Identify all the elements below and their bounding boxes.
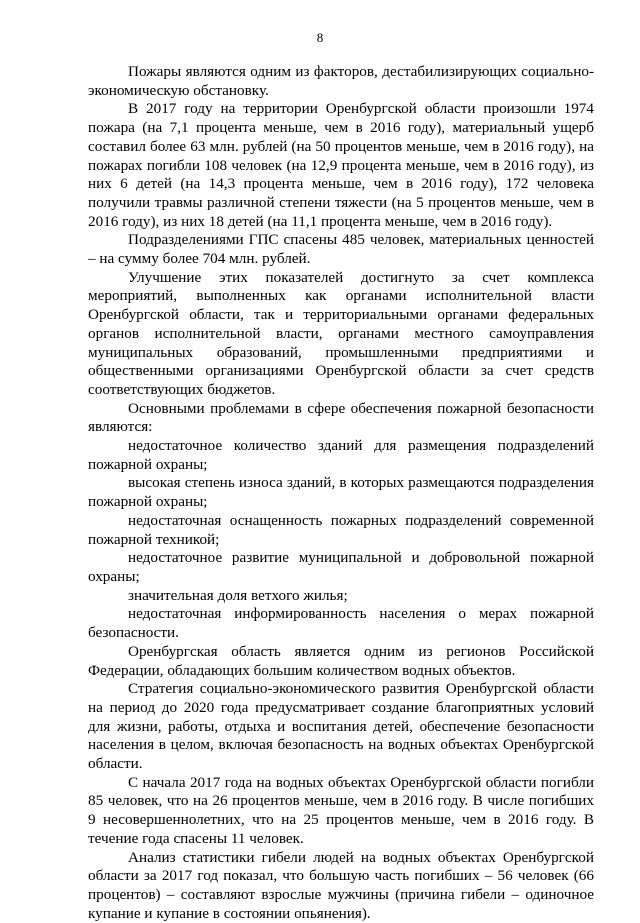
problem-item-dilapidated-housing: значительная доля ветхого жилья; (128, 586, 348, 604)
paragraph-main-problems: Основными проблемами в сфере обеспечения пожарной безопасности являются: (88, 399, 594, 436)
paragraph-improvement-measures: Улучшение этих показателей достигнуто за счет комплекса мероприятий, выполненных как органами исполнительной власти Оренбургской области, так и территориальными органами федеральных органов исполнительной власти, органами местного самоуправления муниципальных образований, промышленными предприятиями и общественными организациями Оренбургской области за счет средств соответствующих бюджетов. (88, 268, 594, 398)
paragraph-fire-statistics-2017: В 2017 году на территории Оренбургской области произошли 1974 пожара (на 7,1 процента меньше, чем в 2016 году), материальный ущерб составил более 63 млн. рублей (на 50 процентов меньше, чем в 2016 году), на пожарах погибли 108 человек (на 12,9 процента меньше, чем в 2016 году), из них 6 детей (на 14,3 процента меньше, чем в 2016 году), 172 человека получили травмы различной степени тяжести (на 5 процентов меньше, чем в 2016 году), из них 18 детей (на 11,1 процента меньше, чем в 2016 году). (88, 100, 594, 230)
problem-item-buildings-count: недостаточное количество зданий для размещения подразделений пожарной охраны; (88, 437, 594, 473)
problem-item-buildings-wear: высокая степень износа зданий, в которых размещаются подразделения пожарной охраны; (88, 474, 594, 511)
paragraph-strategy-2020: Стратегия социально-экономического развития Оренбургской области на период до 2020 года предусматривает создание благоприятных условий для жизни, работы, отдыха и воспитания детей, обеспечение безопасности населения в целом, включая безопасность на водных объектах Оренбургской области. (88, 680, 594, 773)
paragraph-fires-destabilize: Пожары являются одним из факторов, дестабилизирующих социально-экономическую обстановку. (88, 63, 594, 99)
paragraph-water-deaths-analysis: Анализ статистики гибели людей на водных объектах Оренбургской области за 2017 год показал, что большую часть погибших – 56 человек (66 процентов) – составляют взрослые мужчины (причина гибели – одиночное купание и купание в состоянии опьянения). (88, 848, 594, 922)
paragraph-gps-rescued: Подразделениями ГПС спасены 485 человек, материальных ценностей – на сумму более 704 млн. рублей. (88, 231, 594, 268)
document-body (88, 63, 594, 923)
problem-item-volunteer-protection: недостаточное развитие муниципальной и добровольной пожарной охраны; (88, 549, 594, 585)
problem-item-equipment: недостаточная оснащенность пожарных подразделений современной пожарной техникой; (88, 511, 594, 548)
paragraph-water-deaths-2017: С начала 2017 года на водных объектах Оренбургской области погибли 85 человек, что на 26 процентов меньше, чем в 2016 году. В числе погибших 9 несовершеннолетних, что на 25 процентов меньше, чем в 2016 году. В течение года спасены 11 человек. (88, 773, 594, 847)
page-number: 8 (316, 30, 324, 45)
paragraph-water-objects: Оренбургская область является одним из регионов Российской Федерации, обладающих большим количеством водных объектов. (88, 642, 594, 679)
problem-item-awareness: недостаточная информированность населения о мерах пожарной безопасности. (88, 605, 594, 642)
